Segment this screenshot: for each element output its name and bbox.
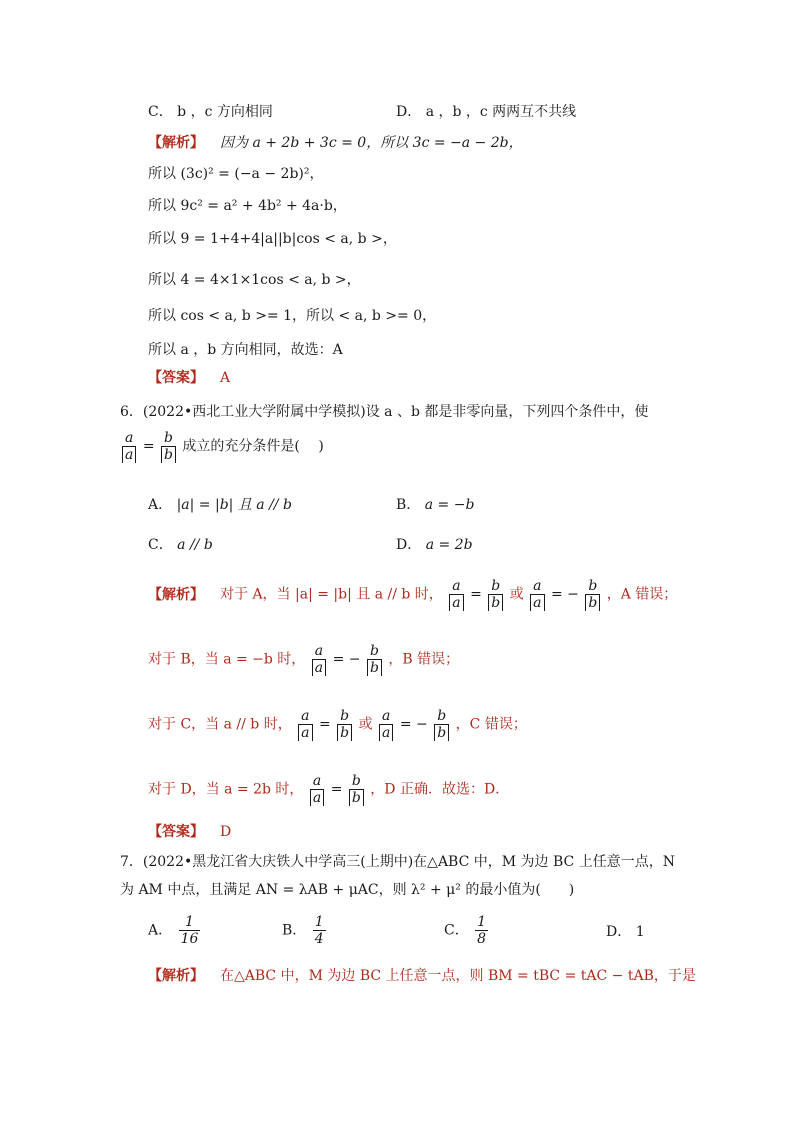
q6-d-frac-2-num: b bbox=[351, 773, 361, 789]
q6-option-b-label: B． bbox=[396, 497, 421, 513]
q6-stem-line-1: 6．(2022•西北工业大学附属中学模拟)设 a 、b 都是非零向量，下列四个条件中，使 bbox=[120, 404, 649, 420]
q6-frac-b-num: b bbox=[164, 430, 173, 446]
q6-option-c bbox=[148, 535, 213, 555]
q7-jiexi-text: 在△ABC 中，M 为边 BC 上任意一点，则 BM = tBC = tAC − tAB，于是 bbox=[220, 968, 696, 984]
q6-a-frac-3-num: a bbox=[533, 578, 542, 594]
q6-option-a-label: A． bbox=[148, 497, 173, 513]
q6-eq: = bbox=[142, 438, 155, 455]
q6-jiexi-d bbox=[148, 773, 509, 806]
q6-a-frac-1 bbox=[449, 578, 463, 611]
q6-c-frac-1-den: a bbox=[298, 724, 312, 741]
q6-c-eq-2: = − bbox=[399, 716, 428, 733]
q6-frac-b-den: b bbox=[161, 446, 176, 463]
q6-jiexi-a bbox=[148, 578, 677, 611]
q6-jiexi-a-post: ，A 错误； bbox=[606, 586, 678, 603]
q6-answer: D bbox=[220, 824, 232, 840]
q7-option-c-label: C． bbox=[444, 922, 469, 939]
q5-option-c bbox=[148, 102, 273, 122]
q7-option-c bbox=[444, 914, 490, 947]
q6-d-frac-2 bbox=[349, 773, 364, 806]
q6-c-eq-1: = bbox=[318, 716, 331, 733]
q5-step-5: 所以 4 = 4×1×1cos < a, b >， bbox=[148, 272, 361, 288]
q6-b-frac-2-den: b bbox=[367, 659, 382, 676]
q7-option-a-label: A． bbox=[148, 922, 173, 939]
q7-option-b-frac bbox=[313, 914, 326, 947]
q6-a-frac-4-num: b bbox=[588, 578, 598, 594]
q6-stem-line-2 bbox=[120, 430, 324, 463]
q6-a-eq-2: = − bbox=[550, 586, 579, 603]
q6-c-frac-1-num: a bbox=[301, 708, 310, 724]
q6-jiexi-c-pre: 对于 C，当 a // b 时， bbox=[148, 716, 292, 733]
q5-option-d-label: D． bbox=[396, 104, 422, 120]
q5-jiexi-tag: 【解析】 bbox=[148, 135, 204, 151]
q6-jiexi-d-pre: 对于 D，当 a = 2b 时， bbox=[148, 781, 304, 798]
q5-step-1: 因为 a + 2b + 3c = 0，所以 3c = −a − 2b， bbox=[220, 135, 523, 151]
q6-stem-line-2-text: 成立的充分条件是( ) bbox=[182, 438, 324, 455]
q6-b-frac-1-num: a bbox=[314, 643, 324, 659]
q6-c-frac-3-den: a bbox=[379, 724, 393, 741]
q5-option-d-text: a ，b ，c 两两互不共线 bbox=[425, 104, 577, 120]
q5-step-2: 所以 (3c)² = (−a − 2b)²， bbox=[148, 166, 324, 182]
q7-option-c-num: 1 bbox=[477, 914, 487, 930]
q6-jiexi-c-mid: 或 bbox=[358, 716, 373, 733]
q6-frac-a-den: a bbox=[122, 446, 136, 463]
q6-jiexi-c-post: ，C 错误； bbox=[455, 716, 527, 733]
q6-c-frac-2-den: b bbox=[337, 724, 352, 741]
q7-option-a-den: 16 bbox=[180, 931, 199, 947]
q6-option-c-text: a // b bbox=[177, 537, 213, 553]
q6-a-frac-4 bbox=[585, 578, 600, 611]
q6-jiexi-d-post: ，D 正确．故选：D． bbox=[370, 781, 510, 798]
q6-c-frac-4-num: b bbox=[437, 708, 447, 724]
q6-c-frac-3 bbox=[379, 708, 393, 741]
q5-jiexi-line-1 bbox=[148, 133, 523, 153]
q5-step-3: 所以 9c² = a² + 4b² + 4a·b， bbox=[148, 198, 347, 214]
q6-b-frac-1 bbox=[312, 643, 326, 676]
q7-option-a-num: 1 bbox=[185, 914, 194, 930]
q7-stem-line-2: 为 AM 中点，且满足 AN = λAB + μAC，则 λ² + μ² 的最小值为( ) bbox=[120, 882, 575, 898]
q7-option-a-frac bbox=[179, 914, 201, 947]
q6-a-frac-2-den: b bbox=[488, 594, 503, 611]
q6-option-c-label: C． bbox=[148, 537, 173, 553]
q6-jiexi-c bbox=[148, 708, 527, 741]
q6-b-frac-2 bbox=[367, 643, 382, 676]
q7-option-b bbox=[282, 914, 328, 947]
q5-answer: A bbox=[220, 370, 231, 386]
q6-jiexi-b bbox=[148, 643, 459, 676]
q6-option-d-text: a = 2b bbox=[425, 537, 473, 553]
q6-answer-line bbox=[148, 822, 231, 842]
q6-option-b bbox=[396, 495, 474, 515]
q6-option-d-label: D． bbox=[396, 537, 422, 553]
q7-option-c-frac bbox=[475, 914, 488, 947]
q6-c-frac-2-num: b bbox=[340, 708, 350, 724]
q6-a-frac-4-den: b bbox=[585, 594, 600, 611]
q6-b-eq: = − bbox=[332, 651, 361, 668]
q5-option-c-text: b ，c 方向相同 bbox=[177, 104, 273, 120]
q6-c-frac-4-den: b bbox=[434, 724, 449, 741]
q6-a-eq-1: = bbox=[470, 586, 482, 603]
q6-jiexi-tag: 【解析】 bbox=[148, 586, 204, 603]
q6-d-frac-1-num: a bbox=[312, 773, 322, 789]
q7-option-d-label: D． bbox=[606, 924, 632, 940]
q7-stem-line-1: 7．(2022•黑龙江省大庆铁人中学高三(上期中)在△ABC 中，M 为边 BC 上任意一点，N bbox=[120, 854, 675, 870]
q6-a-frac-1-num: a bbox=[452, 578, 461, 594]
q6-d-frac-2-den: b bbox=[349, 789, 364, 806]
q7-jiexi-line bbox=[148, 966, 696, 986]
q6-c-frac-3-num: a bbox=[382, 708, 391, 724]
q6-option-a bbox=[148, 495, 292, 515]
q6-a-frac-3-den: a bbox=[530, 594, 544, 611]
q6-frac-a bbox=[122, 430, 136, 463]
q6-d-frac-1-den: a bbox=[310, 789, 324, 806]
q7-option-a bbox=[148, 914, 202, 947]
q6-jiexi-a-pre: 对于 A，当 |a| = |b| 且 a // b 时， bbox=[220, 586, 443, 603]
q6-a-frac-3 bbox=[530, 578, 544, 611]
q5-answer-line bbox=[148, 368, 230, 388]
q6-answer-tag: 【答案】 bbox=[148, 824, 204, 840]
q6-option-a-text: |a| = |b| 且 a // b bbox=[176, 497, 292, 513]
q6-a-frac-2-num: b bbox=[491, 578, 501, 594]
q7-option-d-text: 1 bbox=[635, 924, 645, 940]
q7-option-d bbox=[606, 922, 645, 942]
q7-option-b-num: 1 bbox=[314, 914, 324, 930]
q5-step-7: 所以 a ，b 方向相同，故选：A bbox=[148, 342, 343, 358]
q6-frac-a-num: a bbox=[125, 430, 134, 446]
q5-step-6: 所以 cos < a, b >= 1，所以 < a, b >= 0， bbox=[148, 308, 437, 324]
q6-option-d bbox=[396, 535, 473, 555]
q6-a-frac-1-den: a bbox=[449, 594, 463, 611]
q6-option-b-text: a = −b bbox=[424, 497, 475, 513]
q7-jiexi-tag: 【解析】 bbox=[148, 968, 204, 984]
q6-frac-b bbox=[161, 430, 176, 463]
q6-b-frac-1-den: a bbox=[312, 659, 326, 676]
q5-step-4: 所以 9 = 1+4+4|a||b|cos < a, b >， bbox=[148, 231, 397, 247]
q6-d-eq: = bbox=[330, 781, 343, 798]
q6-jiexi-a-mid: 或 bbox=[509, 586, 524, 603]
q6-d-frac-1 bbox=[310, 773, 324, 806]
q6-c-frac-1 bbox=[298, 708, 312, 741]
q6-c-frac-4 bbox=[434, 708, 449, 741]
q5-option-c-label: C． bbox=[148, 104, 173, 120]
q7-option-b-den: 4 bbox=[314, 931, 324, 947]
q5-option-d bbox=[396, 102, 576, 122]
q7-option-c-den: 8 bbox=[477, 931, 487, 947]
q6-jiexi-b-pre: 对于 B，当 a = −b 时， bbox=[148, 651, 306, 668]
q6-jiexi-b-post: ，B 错误； bbox=[388, 651, 460, 668]
q7-option-b-label: B． bbox=[282, 922, 307, 939]
q5-answer-tag: 【答案】 bbox=[148, 370, 204, 386]
q6-b-frac-2-num: b bbox=[369, 643, 379, 659]
q6-c-frac-2 bbox=[337, 708, 352, 741]
q6-a-frac-2 bbox=[488, 578, 503, 611]
